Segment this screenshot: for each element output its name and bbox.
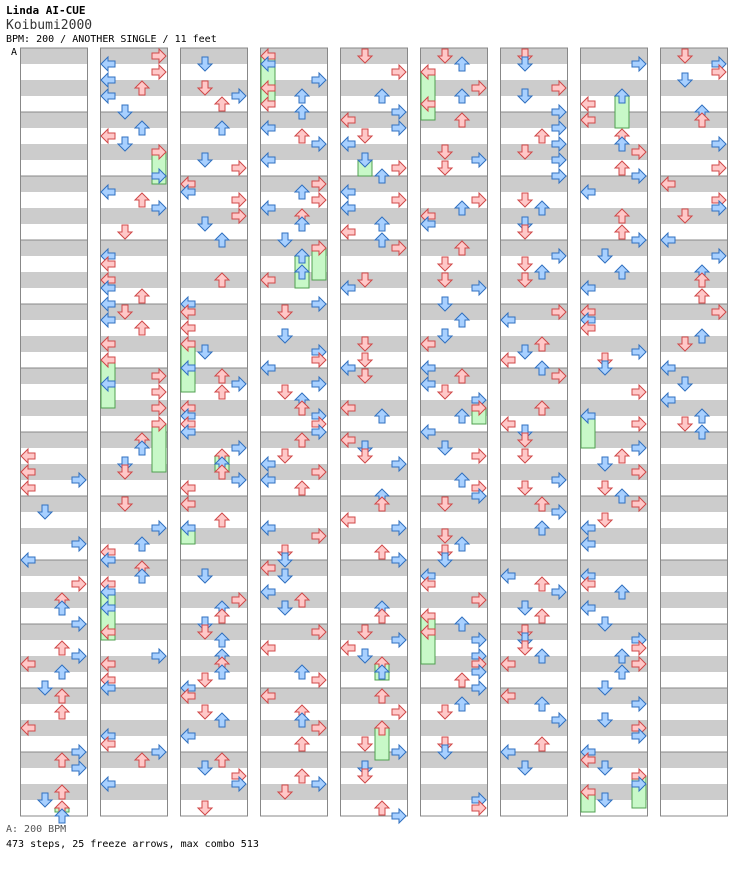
- beat-stripe: [500, 192, 568, 208]
- beat-stripe: [660, 544, 728, 560]
- beat-stripe: [20, 368, 88, 384]
- beat-stripe: [660, 768, 728, 784]
- beat-stripe: [100, 704, 168, 720]
- beat-stripe: [20, 240, 88, 256]
- beat-stripe: [420, 736, 488, 752]
- beat-stripe: [660, 576, 728, 592]
- beat-stripe: [660, 448, 728, 464]
- beat-stripe: [660, 656, 728, 672]
- beat-stripe: [500, 432, 568, 448]
- chart-column: [100, 48, 168, 816]
- beat-stripe: [340, 416, 408, 432]
- beat-stripe: [660, 752, 728, 768]
- beat-stripe: [420, 128, 488, 144]
- beat-stripe: [580, 256, 648, 272]
- beat-stripe: [500, 608, 568, 624]
- beat-stripe: [660, 640, 728, 656]
- beat-stripe: [580, 672, 648, 688]
- beat-stripe: [420, 464, 488, 480]
- beat-stripe: [260, 736, 328, 752]
- beat-stripe: [340, 48, 408, 64]
- chart-column: [580, 48, 648, 816]
- beat-stripe: [20, 64, 88, 80]
- beat-stripe: [340, 496, 408, 512]
- beat-stripe: [660, 704, 728, 720]
- beat-stripe: [340, 784, 408, 800]
- beat-stripe: [100, 112, 168, 128]
- beat-stripe: [660, 80, 728, 96]
- beat-stripe: [180, 560, 248, 576]
- beat-stripe: [660, 528, 728, 544]
- bpm-marker: A: [11, 47, 18, 58]
- beat-stripe: [660, 512, 728, 528]
- beat-stripe: [180, 624, 248, 640]
- beat-stripe: [660, 608, 728, 624]
- beat-stripe: [20, 704, 88, 720]
- beat-stripe: [420, 752, 488, 768]
- beat-stripe: [20, 272, 88, 288]
- chart-column: [500, 48, 568, 816]
- beat-stripe: [20, 176, 88, 192]
- beat-stripe: [660, 720, 728, 736]
- beat-stripe: [660, 688, 728, 704]
- beat-stripe: [660, 496, 728, 512]
- beat-stripe: [100, 496, 168, 512]
- beat-stripe: [660, 272, 728, 288]
- beat-stripe: [180, 656, 248, 672]
- beat-stripe: [420, 704, 488, 720]
- beat-stripe: [20, 256, 88, 272]
- beat-stripe: [580, 128, 648, 144]
- song-artist: Linda AI-CUE: [6, 4, 86, 17]
- beat-stripe: [500, 272, 568, 288]
- beat-stripe: [340, 304, 408, 320]
- beat-stripe: [260, 608, 328, 624]
- beat-stripe: [20, 80, 88, 96]
- beat-stripe: [340, 320, 408, 336]
- beat-stripe: [500, 528, 568, 544]
- chart-column: [180, 48, 248, 816]
- chart-column: [260, 48, 328, 816]
- beat-stripe: [100, 224, 168, 240]
- beat-stripe: [100, 800, 168, 816]
- beat-stripe: [20, 224, 88, 240]
- beat-stripe: [500, 800, 568, 816]
- beat-stripe: [660, 672, 728, 688]
- beat-stripe: [260, 656, 328, 672]
- beat-stripe: [500, 544, 568, 560]
- beat-stripe: [180, 800, 248, 816]
- beat-stripe: [420, 528, 488, 544]
- beat-stripe: [660, 336, 728, 352]
- bpm-legend: A: 200 BPM: [6, 824, 67, 835]
- beat-stripe: [660, 464, 728, 480]
- beat-stripe: [180, 112, 248, 128]
- beat-stripe: [340, 336, 408, 352]
- beat-stripe: [260, 224, 328, 240]
- beat-stripe: [260, 704, 328, 720]
- beat-stripe: [340, 480, 408, 496]
- beat-stripe: [20, 512, 88, 528]
- beat-stripe: [20, 112, 88, 128]
- beat-stripe: [420, 304, 488, 320]
- beat-stripe: [340, 656, 408, 672]
- beat-stripe: [20, 128, 88, 144]
- chart-column: [20, 48, 88, 823]
- beat-stripe: [500, 448, 568, 464]
- beat-stripe: [500, 48, 568, 64]
- beat-stripe: [420, 512, 488, 528]
- chart-column: [420, 48, 488, 816]
- beat-stripe: [20, 320, 88, 336]
- beat-stripe: [500, 224, 568, 240]
- beat-stripe: [500, 64, 568, 80]
- beat-stripe: [20, 784, 88, 800]
- beat-stripe: [660, 288, 728, 304]
- chart-column: [660, 48, 728, 816]
- beat-stripe: [420, 240, 488, 256]
- beat-stripe: [180, 640, 248, 656]
- beat-stripe: [660, 416, 728, 432]
- beat-stripe: [20, 496, 88, 512]
- beat-stripe: [180, 544, 248, 560]
- beat-stripe: [340, 256, 408, 272]
- beat-stripe: [20, 592, 88, 608]
- beat-stripe: [20, 288, 88, 304]
- beat-stripe: [260, 496, 328, 512]
- beat-stripe: [180, 64, 248, 80]
- song-info: BPM: 200 / ANOTHER SINGLE / 11 feet: [6, 34, 217, 45]
- beat-stripe: [340, 80, 408, 96]
- beat-stripe: [180, 576, 248, 592]
- beat-stripe: [500, 784, 568, 800]
- beat-stripe: [420, 256, 488, 272]
- beat-stripe: [260, 320, 328, 336]
- song-title: Koibumi2000: [6, 18, 93, 33]
- beat-stripe: [660, 784, 728, 800]
- beat-stripe: [20, 432, 88, 448]
- beat-stripe: [420, 544, 488, 560]
- beat-stripe: [580, 480, 648, 496]
- beat-stripe: [660, 112, 728, 128]
- beat-stripe: [500, 624, 568, 640]
- beat-stripe: [340, 768, 408, 784]
- beat-stripe: [500, 208, 568, 224]
- chart-stats: 473 steps, 25 freeze arrows, max combo 513: [6, 839, 259, 850]
- beat-stripe: [20, 352, 88, 368]
- beat-stripe: [20, 400, 88, 416]
- beat-stripe: [180, 272, 248, 288]
- beat-stripe: [180, 224, 248, 240]
- beat-stripe: [20, 160, 88, 176]
- beat-stripe: [260, 544, 328, 560]
- beat-stripe: [580, 80, 648, 96]
- beat-stripe: [420, 768, 488, 784]
- beat-stripe: [340, 576, 408, 592]
- beat-stripe: [500, 768, 568, 784]
- beat-stripe: [660, 432, 728, 448]
- beat-stripe: [20, 800, 88, 816]
- beat-stripe: [20, 304, 88, 320]
- beat-stripe: [660, 800, 728, 816]
- chart-column: [340, 48, 408, 823]
- beat-stripe: [180, 128, 248, 144]
- beat-stripe: [180, 48, 248, 64]
- beat-stripe: [180, 256, 248, 272]
- beat-stripe: [20, 336, 88, 352]
- beat-stripe: [500, 336, 568, 352]
- beat-stripe: [580, 368, 648, 384]
- beat-stripe: [20, 416, 88, 432]
- beat-stripe: [500, 288, 568, 304]
- beat-stripe: [260, 800, 328, 816]
- beat-stripe: [20, 672, 88, 688]
- beat-stripe: [180, 144, 248, 160]
- beat-stripe: [100, 480, 168, 496]
- beat-stripe: [340, 592, 408, 608]
- beat-stripe: [20, 384, 88, 400]
- beat-stripe: [20, 688, 88, 704]
- beat-stripe: [660, 736, 728, 752]
- beat-stripe: [180, 608, 248, 624]
- beat-stripe: [340, 384, 408, 400]
- beat-stripe: [20, 208, 88, 224]
- beat-stripe: [180, 704, 248, 720]
- beat-stripe: [340, 608, 408, 624]
- beat-stripe: [660, 96, 728, 112]
- beat-stripe: [180, 752, 248, 768]
- beat-stripe: [500, 400, 568, 416]
- beat-stripe: [20, 192, 88, 208]
- beat-stripe: [340, 688, 408, 704]
- beat-stripe: [580, 208, 648, 224]
- beat-stripe: [20, 48, 88, 64]
- beat-stripe: [20, 96, 88, 112]
- beat-stripe: [660, 592, 728, 608]
- beat-stripe: [20, 144, 88, 160]
- beat-stripe: [340, 672, 408, 688]
- beat-stripe: [420, 176, 488, 192]
- beat-stripe: [660, 480, 728, 496]
- beat-stripe: [180, 240, 248, 256]
- beat-stripe: [340, 720, 408, 736]
- beat-stripe: [260, 752, 328, 768]
- beat-stripe: [500, 640, 568, 656]
- beat-stripe: [500, 384, 568, 400]
- beat-stripe: [420, 320, 488, 336]
- beat-stripe: [660, 320, 728, 336]
- beat-stripe: [660, 560, 728, 576]
- beat-stripe: [660, 624, 728, 640]
- beat-stripe: [420, 48, 488, 64]
- beat-stripe: [420, 720, 488, 736]
- beat-stripe: [500, 672, 568, 688]
